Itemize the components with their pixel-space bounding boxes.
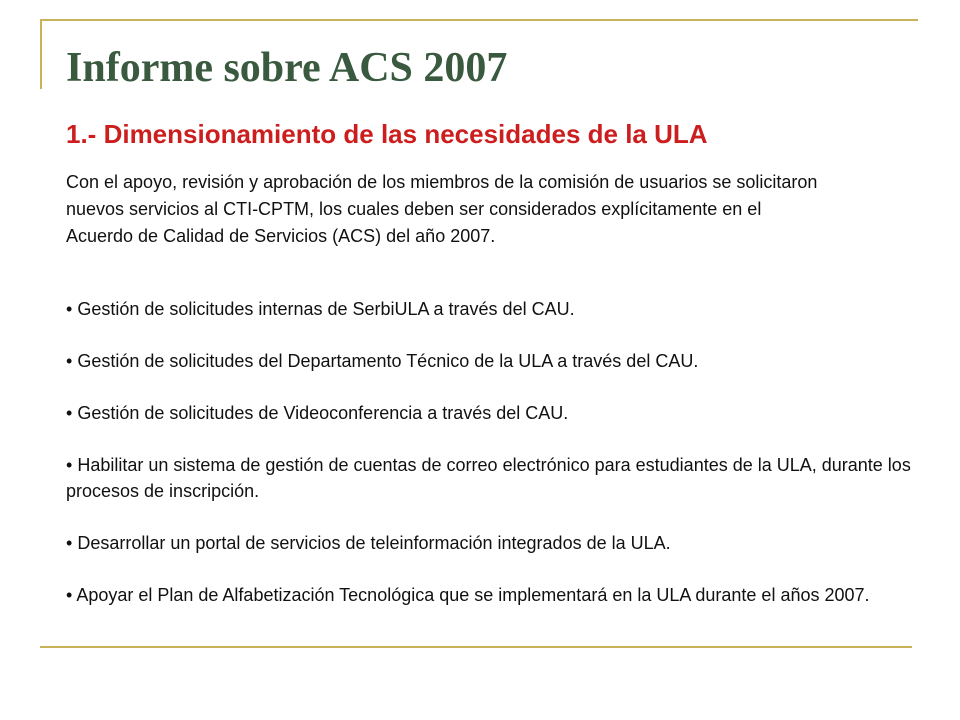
bullet-dot-icon: •	[66, 403, 73, 423]
bullet-item	[66, 452, 918, 504]
frame-top-line	[40, 19, 918, 21]
bullet-item	[66, 348, 918, 374]
bullet-dot-icon: •	[66, 351, 73, 371]
bullet-item	[66, 296, 918, 322]
bullet-text: Gestión de solicitudes internas de SerbiULA a través del CAU.	[77, 299, 575, 319]
bullet-text: Gestión de solicitudes de Videoconferencia a través del CAU.	[77, 403, 569, 423]
bullet-dot-icon: •	[66, 455, 73, 475]
bullet-text: Apoyar el Plan de Alfabetización Tecnológica que se implementará en la ULA durante el años 2007.	[76, 585, 870, 605]
frame-bottom-line	[40, 646, 912, 648]
slide-title: Informe sobre ACS 2007	[66, 45, 508, 91]
section-subtitle: 1.- Dimensionamiento de las necesidades de la ULA	[66, 119, 708, 149]
bullet-text: Desarrollar un portal de servicios de teleinformación integrados de la ULA.	[77, 533, 671, 553]
bullet-text: Habilitar un sistema de gestión de cuentas de correo electrónico para estudiantes de la ULA, durante los procesos de inscripción.	[66, 455, 911, 501]
frame-left-line	[40, 19, 42, 89]
bullet-dot-icon: •	[66, 585, 73, 605]
bullet-item	[66, 582, 918, 608]
bullet-item	[66, 400, 918, 426]
bullet-item	[66, 530, 918, 556]
bullet-dot-icon: •	[66, 533, 73, 553]
bullet-list	[66, 296, 918, 634]
intro-paragraph: Con el apoyo, revisión y aprobación de los miembros de la comisión de usuarios se solicitaron nuevos servicios al CTI-CPTM, los cuales deben ser considerados explícitamente en el Acuerdo de Calidad de Servicios (ACS) del año 2007.	[66, 172, 818, 246]
bullet-text: Gestión de solicitudes del Departamento Técnico de la ULA a través del CAU.	[77, 351, 699, 371]
bullet-dot-icon: •	[66, 299, 73, 319]
